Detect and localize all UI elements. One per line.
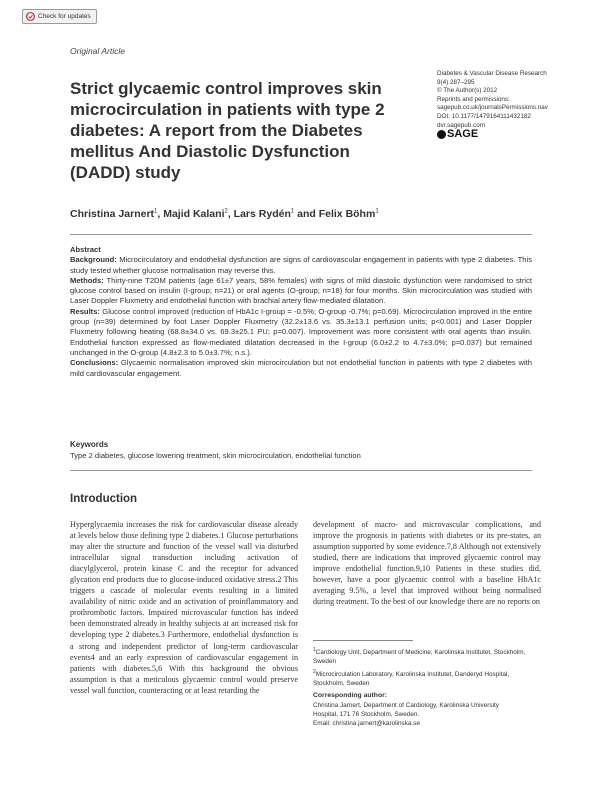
doi[interactable]: DOI: 10.1177/1479164111432182 (437, 112, 531, 120)
background-label: Background: (70, 255, 117, 265)
divider-bottom (70, 470, 532, 471)
check-for-updates-label: Check for updates (38, 13, 91, 20)
affiliations (313, 646, 541, 689)
author-separator: , (157, 208, 164, 220)
author-affiliation-mark: 1 (154, 208, 158, 215)
corresponding-author-heading: Corresponding author: (313, 692, 388, 699)
abstract-heading: Abstract (70, 245, 101, 254)
affiliation-item: $^1$Cardiology Unit, Department of Medicine, Karolinska Institutet, Stockholm, Sweden (313, 647, 526, 665)
affiliation-item: $^2$Microcirculation Laboratory, Karolinska Institutet, Danderyd Hospital, Stockholm, Sweden (313, 668, 510, 687)
introduction-heading: Introduction (70, 493, 138, 505)
article-type: Original Article (70, 46, 125, 56)
keywords-heading: Keywords (70, 440, 109, 449)
abstract (70, 245, 532, 379)
article-title: Strict glycaemic control improves skin microcirculation in patients with type 2 diabetes: A report from the Diabetes mellitus And Diastolic Dysfunction (DADD) study (70, 79, 385, 182)
check-updates-icon (26, 12, 35, 21)
reprints-label: Reprints and permissions: (437, 95, 510, 103)
check-for-updates-badge[interactable] (22, 9, 97, 24)
publisher-name: SAGE (447, 128, 479, 140)
permissions-link[interactable]: sagepub.co.uk/journalsPermissions.nav (437, 104, 548, 112)
journal-name: Diabetes & Vascular Disease Research (437, 70, 547, 77)
methods-text: Thirty-nine T2DM patients (age 61±7 years, 58% females) with signs of mild diastolic dysfunction were randomised to strict glucose control based on insulin (I-group; n=21) or oral agents (O-group; n=18) for four months. Skin microcirculation was studied with Laser Doppler Fluxmetry and endothelial function with brachial artery flow-mediated dilatation. (70, 275, 532, 306)
author-affiliation-mark: 2 (224, 208, 228, 215)
author-name: Felix Böhm (318, 208, 376, 220)
results-text: Glucose control improved (reduction of HbA1c I-group = -0.5%; O-group -0.7%; p=0.69). Microcirculation improved in the entire group (n=39) determined by foot Laser Doppler Fluxmetry (32.2±13.6 vs. 35.3±13.1 perfusion units; p<0.001) and Laser Doppler Fluxmetry following heating (68.8±34.0 vs. 69.3±25.1 PU; p=0.007). Improvement was more consistent with oral agents than insulin. Endothelial function expressed as flow-mediated dilatation decreased in the I-group (6.0±2.2 to 4.7±3.0%; p=0.037) but remained unchanged in the O-group (4.8±2.3 to 5.0±3.7%; n.s.). (70, 306, 532, 357)
keywords-text: Type 2 diabetes, glucose lowering treatment, skin microcirculation, endothelial function (70, 451, 361, 460)
introduction-left-column: Hyperglycaemia increases the risk for cardiovascular disease already at levels below those defining type 2 diabetes.1 Glucose perturbations may alter the structure and function of the vessel wall via disturbed intracellular signal transduction including activation of diacylglycerol, protein kinase C and the receptor for advanced glycation end products due to glucose-induced oxidative stress.2 This triggers a cascade of molecular events resulting in a limited availability of nitric oxide and an activation of proinflammatory and prothrombotic factors. Impaired microvascular function has indeed been demonstrated already in healthy subjects at an increased risk for developing type 2 diabetes.3 Furthermore, endothelial dysfunction is a strong and independent predictor of long-term cardiovascular events4 and an early expression of cardiovascular engagement in patients with diabetes.5,6 With this background the obvious assumption is that a meticulous glycaemic control would preserve vessel wall function, counteracting or at least retarding the (70, 520, 298, 695)
author-name: Majid Kalani (163, 208, 225, 220)
sage-logo (437, 128, 478, 140)
sage-logo-icon (437, 130, 446, 139)
conclusions-text: Glycaemic normalisation improved skin microcirculation but not endothelial function in patients with type 2 diabetes with mild cardiovascular engagement. (70, 358, 532, 378)
corresponding-line-1: Christina Jarnert, Department of Cardiology, Karolinska University (313, 702, 499, 709)
methods-label: Methods: (70, 275, 104, 285)
journal-volume: 9(4) 287–295 (437, 78, 475, 86)
author-affiliation-mark: 1 (290, 208, 295, 215)
author-separator: and (294, 208, 319, 220)
divider-top (70, 234, 532, 235)
conclusions-label: Conclusions: (70, 358, 119, 368)
footnote-divider (313, 640, 413, 641)
copyright: © The Author(s) 2012 (437, 87, 498, 95)
author-name: Christina Jarnert (70, 208, 155, 220)
introduction-right-column: development of macro- and microvascular complications, and improve the prognosis in patients with diabetes or its pre-states, an assumption supported by some evidence.7,8 Although not extensively studied, there are indications that improved glycaemic control may improve endothelial function.9,10 Patients in these studies did, however, have a poor glycaemic control with a baseline HbA1c averaging 9.5%, a level that improved without being normalised during treatment. To the best of our knowledge there are no reports on (313, 520, 541, 607)
journal-site-link[interactable]: dvr.sagepub.com (437, 121, 485, 129)
author-name: Lars Rydén (233, 208, 291, 220)
corresponding-author (313, 702, 541, 728)
corresponding-line-2: Hospital, 171 76 Stockholm, Sweden. (313, 710, 420, 718)
author-separator: , (227, 208, 234, 220)
author-list (70, 208, 379, 220)
background-text: Microcirculatory and endothelial dysfunction are signs of cardiovascular engagement in patients with type 2 diabetes. This study tested whether glucose normalisation may reverse this. (70, 255, 532, 275)
author-affiliation-mark: 1 (375, 208, 379, 215)
journal-meta (437, 70, 597, 130)
results-label: Results: (70, 306, 100, 316)
corresponding-email[interactable]: Email: christina.jarnert@karolinska.se (313, 719, 420, 727)
